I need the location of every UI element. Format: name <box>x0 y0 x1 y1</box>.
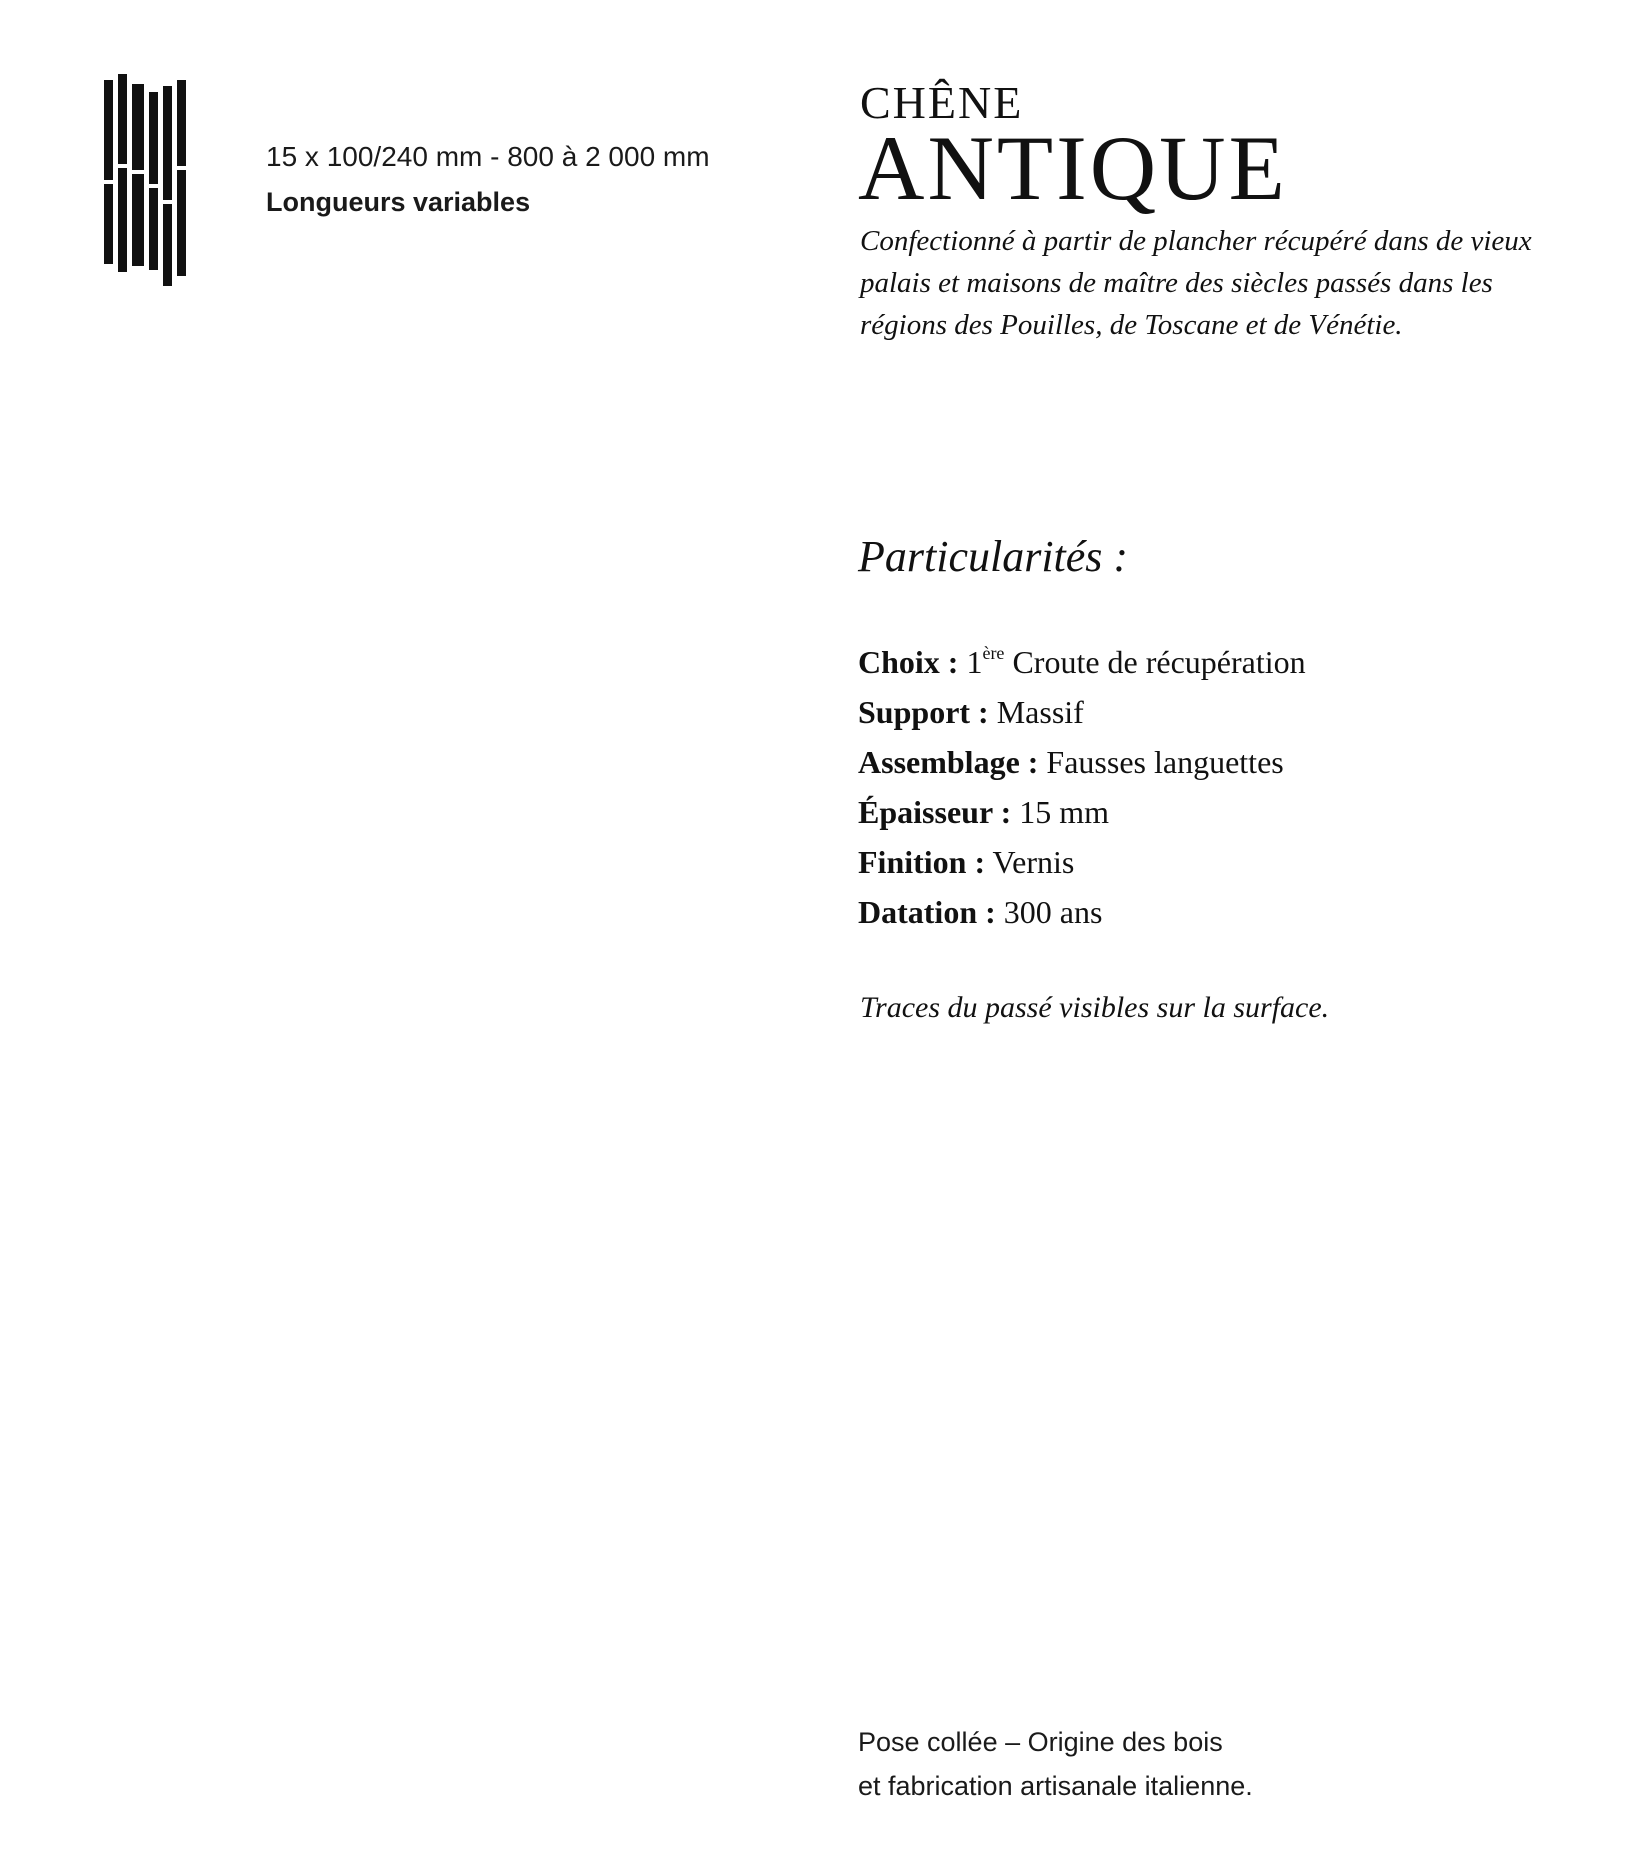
feature-item-finition <box>858 837 1306 887</box>
dimensions-text: 15 x 100/240 mm - 800 à 2 000 mm <box>266 141 710 172</box>
plank-segment <box>104 184 113 264</box>
plank-segment <box>149 92 158 184</box>
plank-segment <box>177 80 186 166</box>
product-description: Confectionné à partir de plancher récupéré dans de vieux palais et maisons de maître des siècles passés dans les régions des Pouilles, de Toscane et de Vénétie. <box>860 225 1532 341</box>
plank-segment <box>163 204 172 286</box>
plank-layout-svg <box>104 74 192 286</box>
footer-line-2: et fabrication artisanale italienne. <box>858 1771 1253 1801</box>
feature-label: Datation : <box>858 894 996 930</box>
feature-item-assemblage <box>858 737 1306 787</box>
feature-superscript: ère <box>982 643 1005 663</box>
product-title-top: CHÊNE <box>860 77 1024 128</box>
feature-value: 15 mm <box>1019 794 1109 830</box>
feature-value: 300 ans <box>1003 894 1103 930</box>
plank-segment <box>132 174 144 266</box>
plank-segment <box>118 74 127 164</box>
product-title-main: ANTIQUE <box>858 117 1288 219</box>
footer-note <box>858 1720 1253 1808</box>
traces-note: Traces du passé visibles sur la surface. <box>860 991 1330 1024</box>
feature-value: Vernis <box>992 844 1075 880</box>
feature-item-choix <box>858 637 1306 687</box>
plank-segment <box>177 170 186 276</box>
plank-segment <box>163 86 172 200</box>
plank-segment <box>132 84 144 170</box>
plank-segment <box>149 188 158 270</box>
features-list <box>858 637 1306 937</box>
feature-label: Épaisseur : <box>858 794 1012 830</box>
feature-label: Choix : <box>858 644 959 680</box>
feature-label: Assemblage : <box>858 744 1039 780</box>
features-heading: Particularités : <box>858 532 1129 581</box>
feature-value: Fausses languettes <box>1046 744 1284 780</box>
feature-prefix: 1 <box>966 644 983 680</box>
feature-label: Finition : <box>858 844 986 880</box>
plank-segment <box>118 168 127 272</box>
feature-value: Massif <box>996 694 1084 730</box>
feature-item-datation <box>858 887 1306 937</box>
feature-label: Support : <box>858 694 989 730</box>
feature-value: Croute de récupération <box>1012 644 1306 680</box>
plank-layout-icon <box>104 74 192 286</box>
feature-item-support <box>858 687 1306 737</box>
feature-item-epaisseur <box>858 787 1306 837</box>
plank-segment <box>104 80 113 180</box>
lengths-text: Longueurs variables <box>266 187 531 217</box>
footer-line-1: Pose collée – Origine des bois <box>858 1727 1223 1757</box>
